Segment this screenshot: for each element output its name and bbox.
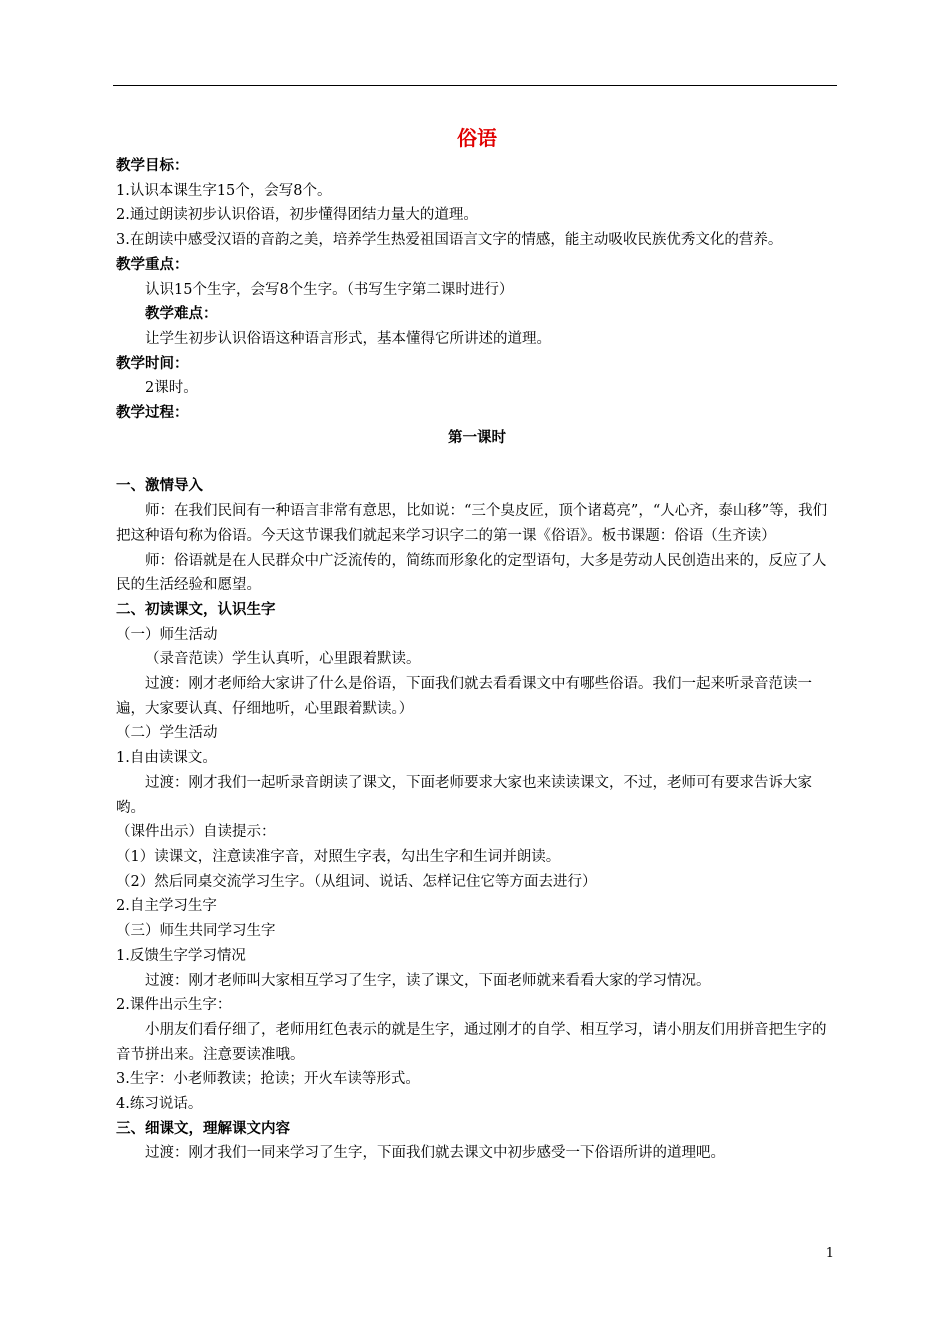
paragraph: （1）读课文，注意读准字音，对照生字表，勾出生字和生词并朗读。 (116, 848, 561, 865)
paragraph: 师：在我们民间有一种语言非常有意思，比如说：“三个臭皮匠，顶个诸葛亮”，“人心齐，泰山移”等，我们把这种语句称为俗语。今天这节课我们就起来学习识字二的第一课《俗语》。板书课题：俗语（生齐读） (116, 503, 828, 544)
section-heading: 教学时间： (116, 354, 189, 372)
paragraph: 3.生字：小老师教读；抢读；开火车读等形式。 (116, 1071, 420, 1088)
page-number: 1 (825, 1246, 834, 1261)
section-heading: 三、细课文，理解课文内容 (116, 1119, 290, 1137)
paragraph: 3.在朗读中感受汉语的音韵之美，培养学生热爱祖国语言文字的情感，能主动吸收民族优秀文化的营养。 (116, 232, 783, 249)
paragraph: 认识15个生字，会写8个生字。（书写生字第二课时进行） (145, 281, 514, 298)
paragraph: （录音范读）学生认真听，心里跟着默读。 (145, 651, 421, 668)
spacer (116, 450, 838, 474)
paragraph: 过渡：刚才老师给大家讲了什么是俗语，下面我们就去看看课文中有哪些俗语。我们一起来听录音范读一遍，大家要认真、仔细地听，心里跟着默读。） (116, 676, 812, 717)
paragraph: 2.通过朗读初步认识俗语，初步懂得团结力量大的道理。 (116, 207, 478, 224)
paragraph: （三）师生共同学习生字 (116, 923, 276, 940)
paragraph: 1.反馈生字学习情况 (116, 947, 246, 964)
paragraph: 第一课时 (448, 428, 506, 446)
paragraph: 4.练习说话。 (116, 1096, 203, 1113)
section-heading: 一、激情导入 (116, 477, 203, 495)
paragraph: 2.自主学习生字 (116, 898, 217, 915)
paragraph: （一）师生活动 (116, 626, 218, 643)
section-heading: 教学过程： (116, 404, 189, 422)
paragraph: （2）然后同桌交流学习生字。（从组词、说话、怎样记住它等方面去进行） (116, 873, 597, 890)
doc-lines (116, 154, 838, 1166)
paragraph: 过渡：刚才我们一同来学习了生字，下面我们就去课文中初步感受一下俗语所讲的道理吧。 (145, 1145, 725, 1162)
paragraph: 让学生初步认识俗语这种语言形式，基本懂得它所讲述的道理。 (145, 330, 551, 347)
paragraph: （课件出示）自读提示： (116, 824, 276, 841)
paragraph: 2课时。 (145, 380, 198, 397)
paragraph: 1.自由读课文。 (116, 750, 217, 767)
section-heading: 教学重点： (116, 255, 189, 273)
paragraph: 小朋友们看仔细了，老师用红色表示的就是生字，通过刚才的自学、相互学习，请小朋友们用拼音把生字的音节拼出来。注意要读准哦。 (116, 1021, 827, 1063)
paragraph: 2.课件出示生字： (116, 997, 232, 1014)
paragraph: （二）学生活动 (116, 725, 218, 742)
header-rule (113, 85, 837, 86)
document-body (116, 124, 838, 1166)
doc-title: 俗语 (457, 126, 497, 150)
section-heading: 教学目标： (116, 157, 189, 174)
paragraph: 过渡：刚才我们一起听录音朗读了课文，下面老师要求大家也来读读课文，不过，老师可有要求告诉大家哟。 (116, 774, 812, 816)
section-heading: 教学难点： (145, 305, 218, 323)
section-heading: 二、初读课文，认识生字 (116, 600, 276, 618)
paragraph: 师：俗语就是在人民群众中广泛流传的，简练而形象化的定型语句，大多是劳动人民创造出来的，反应了人民的生活经验和愿望。 (116, 552, 827, 594)
paragraph: 过渡：刚才老师叫大家相互学习了生字，读了课文，下面老师就来看看大家的学习情况。 (145, 972, 711, 989)
paragraph: 1.认识本课生字15个，会写8个。 (116, 182, 332, 199)
